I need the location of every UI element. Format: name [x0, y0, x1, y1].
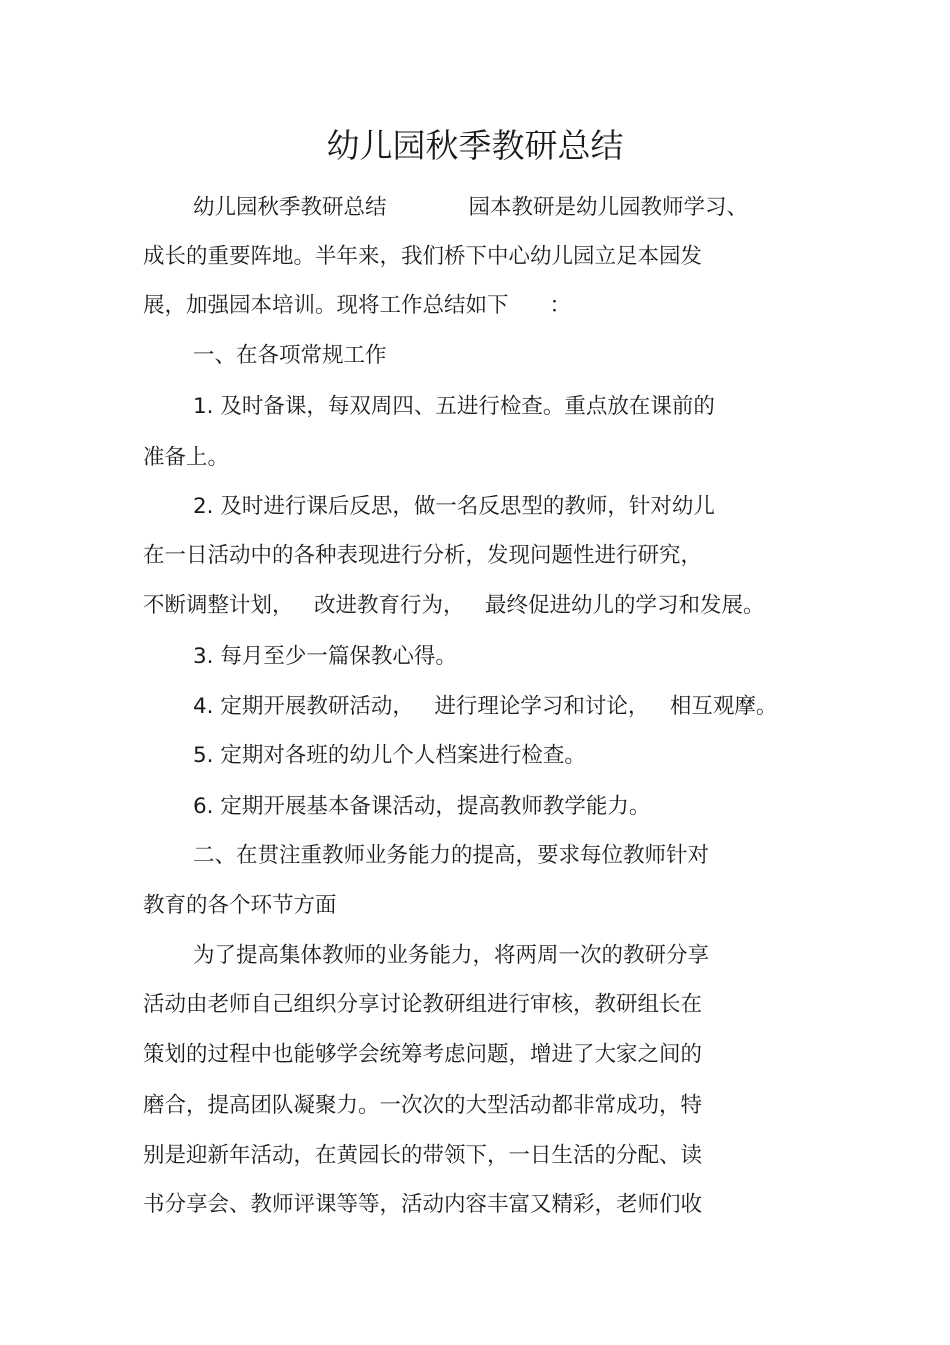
list-item: 5. 定期对各班的幼儿个人档案进行检查。 — [193, 743, 586, 768]
list-item: 3. 每月至少一篇保教心得。 — [193, 644, 457, 669]
body-line: 在一日活动中的各种表现进行分析，发现问题性进行研究， — [143, 543, 703, 568]
list-item: 4. 定期开展教研活动， 进行理论学习和讨论， 相互观摩。 — [193, 694, 778, 719]
body-line: 展，加强园本培训。现将工作总结如下 ： — [143, 293, 572, 318]
list-item: 2. 及时进行课后反思，做一名反思型的教师，针对幼儿 — [193, 494, 715, 519]
document-title: 幼儿园秋季教研总结 — [326, 126, 624, 165]
section-heading: 一、在各项常规工作 — [193, 343, 387, 368]
body-line: 成长的重要阵地。半年来，我们桥下中心幼儿园立足本园发 — [143, 244, 703, 269]
body-line: 幼儿园秋季教研总结 园本教研是幼儿园教师学习、 — [193, 195, 749, 220]
body-line: 活动由老师自己组织分享讨论教研组进行审核，教研组长在 — [143, 992, 703, 1017]
body-line: 教育的各个环节方面 — [143, 893, 337, 918]
body-line: 策划的过程中也能够学会统筹考虑问题，增进了大家之间的 — [143, 1042, 703, 1067]
section-heading: 二、在贯注重教师业务能力的提高，要求每位教师针对 — [193, 843, 710, 868]
body-line: 磨合，提高团队凝聚力。一次次的大型活动都非常成功，特 — [143, 1093, 703, 1118]
body-line: 准备上。 — [143, 445, 230, 470]
body-line: 书分享会、教师评课等等，活动内容丰富又精彩，老师们收 — [143, 1192, 703, 1217]
list-item: 1. 及时备课，每双周四、五进行检查。重点放在课前的 — [193, 394, 715, 419]
body-line: 别是迎新年活动，在黄园长的带领下，一日生活的分配、读 — [143, 1143, 703, 1168]
list-item: 6. 定期开展基本备课活动，提高教师教学能力。 — [193, 794, 651, 819]
body-line: 不断调整计划， 改进教育行为， 最终促进幼儿的学习和发展。 — [143, 593, 765, 618]
body-line: 为了提高集体教师的业务能力，将两周一次的教研分享 — [193, 943, 710, 968]
